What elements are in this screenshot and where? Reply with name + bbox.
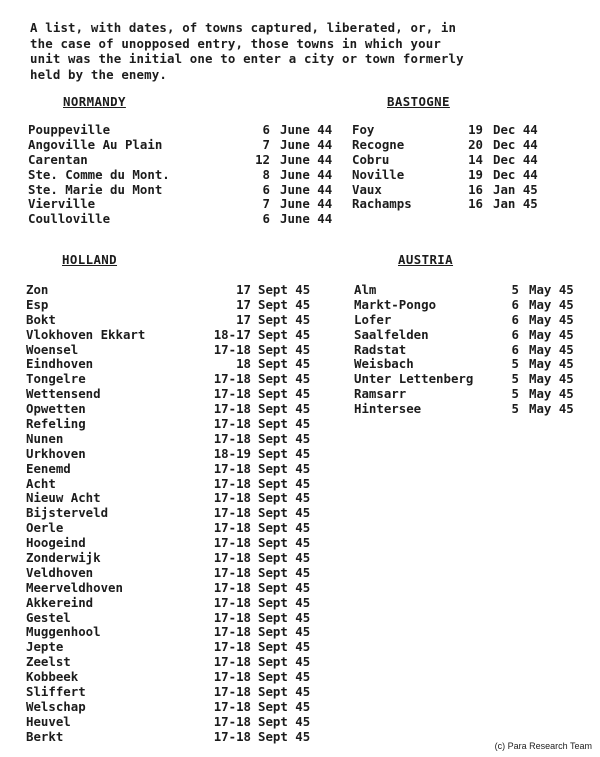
table-row <box>26 580 326 595</box>
copyright-credit: (c) Para Research Team <box>494 741 592 751</box>
table-row <box>354 386 586 401</box>
date-day: 17-18 <box>213 624 251 640</box>
table-row <box>26 505 326 520</box>
town-name: Vlokhoven Ekkart <box>26 326 146 342</box>
town-name: Ste. Comme du Mont. <box>28 166 170 182</box>
date-day: 17-18 <box>213 535 251 551</box>
date-month-year: Dec 44 <box>493 136 538 152</box>
town-name: Cobru <box>352 151 390 167</box>
date-month-year: Sept 45 <box>258 654 311 670</box>
table-row <box>354 312 586 327</box>
table-row <box>26 386 326 401</box>
table-row <box>26 714 326 729</box>
town-name: Weisbach <box>354 356 414 372</box>
table-row <box>26 520 326 535</box>
date-day: 8 <box>262 166 270 182</box>
table-row <box>26 401 326 416</box>
town-name: Foy <box>352 122 375 137</box>
date-day: 17-18 <box>213 669 251 685</box>
town-name: Woensel <box>26 341 79 357</box>
town-name: Eenemd <box>26 460 71 476</box>
date-month-year: Sept 45 <box>258 624 311 640</box>
table-row <box>28 122 333 137</box>
date-month-year: June 44 <box>280 166 333 182</box>
town-name: Radstat <box>354 341 407 357</box>
table-row <box>28 211 333 227</box>
date-day: 17-18 <box>213 505 251 521</box>
town-name: Heuvel <box>26 713 71 729</box>
date-month-year: Jan 45 <box>493 196 538 212</box>
date-month-year: May 45 <box>529 356 574 372</box>
heading-bastogne: BASTOGNE <box>387 94 450 109</box>
table-row <box>28 151 333 167</box>
date-day: 6 <box>511 341 519 357</box>
town-name: Bokt <box>26 311 56 327</box>
table-row <box>26 654 326 669</box>
table-row <box>26 624 326 639</box>
date-day: 5 <box>511 282 519 297</box>
date-day: 5 <box>511 371 519 387</box>
table-row <box>26 490 326 505</box>
town-name: Akkereind <box>26 594 94 610</box>
town-name: Alm <box>354 282 377 297</box>
town-name: Angoville Au Plain <box>28 136 163 152</box>
town-name: Noville <box>352 166 405 182</box>
date-day: 17-18 <box>213 728 251 744</box>
town-name: Zeelst <box>26 654 71 670</box>
table-row <box>26 684 326 699</box>
town-name: Rachamps <box>352 196 412 212</box>
date-day: 17-18 <box>213 564 251 580</box>
town-name: Berkt <box>26 728 64 744</box>
date-month-year: Sept 45 <box>258 460 311 476</box>
table-row <box>26 446 326 461</box>
date-day: 6 <box>262 181 270 197</box>
table-normandy <box>28 122 333 227</box>
town-name: Welschap <box>26 698 86 714</box>
date-month-year: Sept 45 <box>258 684 311 700</box>
town-name: Markt-Pongo <box>354 296 437 312</box>
date-month-year: Dec 44 <box>493 166 538 182</box>
table-bastogne <box>352 122 552 211</box>
town-name: Eindhoven <box>26 356 94 372</box>
table-row <box>352 182 552 197</box>
town-name: Lofer <box>354 311 392 327</box>
table-row <box>28 196 333 212</box>
date-month-year: Sept 45 <box>258 430 311 446</box>
date-day: 12 <box>255 151 270 167</box>
table-row <box>26 669 326 684</box>
town-name: Nunen <box>26 430 64 446</box>
date-day: 17-18 <box>213 430 251 446</box>
town-name: Gestel <box>26 609 71 625</box>
table-row <box>26 312 326 327</box>
date-day: 19 <box>468 122 483 137</box>
table-row <box>354 342 586 357</box>
date-day: 17-18 <box>213 639 251 655</box>
date-month-year: May 45 <box>529 401 574 417</box>
date-day: 17-18 <box>213 579 251 595</box>
date-month-year: Sept 45 <box>258 713 311 729</box>
date-day: 18 <box>236 356 251 372</box>
date-month-year: Sept 45 <box>258 356 311 372</box>
table-row <box>26 371 326 386</box>
date-month-year: Dec 44 <box>493 151 538 167</box>
date-month-year: Sept 45 <box>258 639 311 655</box>
date-day: 17-18 <box>213 713 251 729</box>
table-row <box>26 639 326 654</box>
town-name: Pouppeville <box>28 122 111 137</box>
date-month-year: May 45 <box>529 341 574 357</box>
date-month-year: May 45 <box>529 386 574 402</box>
date-month-year: Sept 45 <box>258 698 311 714</box>
date-month-year: Sept 45 <box>258 535 311 551</box>
date-day: 5 <box>511 356 519 372</box>
table-row <box>26 550 326 565</box>
table-row <box>352 196 552 211</box>
table-row <box>26 327 326 342</box>
date-month-year: June 44 <box>280 151 333 167</box>
town-name: Zonderwijk <box>26 550 101 566</box>
town-name: Vaux <box>352 181 382 197</box>
table-row <box>354 327 586 342</box>
table-row <box>354 282 586 297</box>
town-name: Ramsarr <box>354 386 407 402</box>
town-name: Saalfelden <box>354 326 429 342</box>
date-day: 17 <box>236 311 251 327</box>
date-month-year: May 45 <box>529 282 574 297</box>
table-row <box>352 137 552 152</box>
table-row <box>26 431 326 446</box>
town-name: Vierville <box>28 196 96 212</box>
table-row <box>28 181 333 197</box>
date-month-year: Dec 44 <box>493 122 538 137</box>
town-name: Oerle <box>26 520 64 536</box>
date-month-year: May 45 <box>529 371 574 387</box>
date-day: 17-18 <box>213 371 251 387</box>
date-day: 17-18 <box>213 684 251 700</box>
town-name: Ste. Marie du Mont <box>28 181 163 197</box>
town-name: Nieuw Acht <box>26 490 101 506</box>
date-day: 17-18 <box>213 609 251 625</box>
town-name: Bijsterveld <box>26 505 109 521</box>
date-day: 17-18 <box>213 520 251 536</box>
date-day: 17-18 <box>213 594 251 610</box>
table-row <box>354 371 586 386</box>
table-row <box>26 595 326 610</box>
date-day: 17 <box>236 296 251 312</box>
town-name: Coulloville <box>28 211 111 227</box>
town-name: Unter Lettenberg <box>354 371 474 387</box>
town-name: Meerveldhoven <box>26 579 123 595</box>
table-row <box>354 401 586 416</box>
date-month-year: Sept 45 <box>258 445 311 461</box>
date-month-year: Sept 45 <box>258 490 311 506</box>
town-name: Hoogeind <box>26 535 86 551</box>
table-row <box>352 167 552 182</box>
table-row <box>26 535 326 550</box>
town-name: Sliffert <box>26 684 86 700</box>
date-day: 17-18 <box>213 401 251 417</box>
date-day: 6 <box>511 326 519 342</box>
town-name: Opwetten <box>26 401 86 417</box>
date-day: 19 <box>468 166 483 182</box>
date-month-year: Sept 45 <box>258 475 311 491</box>
date-month-year: Sept 45 <box>258 609 311 625</box>
date-day: 16 <box>468 196 483 212</box>
table-row <box>26 356 326 371</box>
town-name: Jepte <box>26 639 64 655</box>
table-row <box>354 356 586 371</box>
date-day: 17-18 <box>213 460 251 476</box>
date-day: 6 <box>511 311 519 327</box>
table-row <box>28 136 333 152</box>
town-name: Tongelre <box>26 371 86 387</box>
date-month-year: Sept 45 <box>258 282 311 297</box>
date-day: 17-18 <box>213 416 251 432</box>
heading-austria: AUSTRIA <box>398 252 454 267</box>
date-month-year: May 45 <box>529 296 574 312</box>
date-month-year: Sept 45 <box>258 579 311 595</box>
table-row <box>26 729 326 744</box>
date-day: 18-17 <box>213 326 251 342</box>
table-row <box>26 416 326 431</box>
date-day: 17-18 <box>213 654 251 670</box>
table-holland <box>26 282 326 744</box>
date-month-year: May 45 <box>529 326 574 342</box>
town-name: Hintersee <box>354 401 422 417</box>
table-row <box>26 461 326 476</box>
town-name: Esp <box>26 296 49 312</box>
date-day: 6 <box>262 122 270 137</box>
table-row <box>352 152 552 167</box>
date-month-year: Sept 45 <box>258 326 311 342</box>
date-day: 7 <box>262 196 270 212</box>
town-name: Muggenhool <box>26 624 101 640</box>
date-month-year: Sept 45 <box>258 311 311 327</box>
table-row <box>352 122 552 137</box>
table-row <box>26 476 326 491</box>
date-day: 17-18 <box>213 386 251 402</box>
town-name: Recogne <box>352 136 405 152</box>
town-name: Refeling <box>26 416 86 432</box>
date-month-year: June 44 <box>280 136 333 152</box>
date-month-year: Sept 45 <box>258 371 311 387</box>
table-row <box>26 565 326 580</box>
town-name: Veldhoven <box>26 564 94 580</box>
date-month-year: Sept 45 <box>258 296 311 312</box>
table-row <box>26 297 326 312</box>
date-day: 6 <box>511 296 519 312</box>
date-month-year: Sept 45 <box>258 386 311 402</box>
heading-holland: HOLLAND <box>62 252 118 267</box>
date-month-year: Sept 45 <box>258 341 311 357</box>
date-day: 20 <box>468 136 483 152</box>
date-day: 6 <box>262 211 270 227</box>
date-month-year: Sept 45 <box>258 669 311 685</box>
town-name: Carentan <box>28 151 88 167</box>
date-day: 5 <box>511 401 519 417</box>
date-day: 17 <box>236 282 251 297</box>
table-row <box>354 297 586 312</box>
date-month-year: June 44 <box>280 196 333 212</box>
date-month-year: June 44 <box>280 211 333 227</box>
date-day: 17-18 <box>213 550 251 566</box>
intro-paragraph: A list, with dates, of towns captured, liberated, or, in the case of unopposed entry, those towns in which your unit was the initial one to enter a city or town formerly held by the enemy. <box>30 20 464 82</box>
table-row <box>28 166 333 182</box>
date-day: 17-18 <box>213 490 251 506</box>
date-month-year: Sept 45 <box>258 505 311 521</box>
date-day: 17-18 <box>213 475 251 491</box>
date-day: 16 <box>468 181 483 197</box>
table-austria <box>354 282 586 416</box>
date-month-year: Sept 45 <box>258 550 311 566</box>
table-row <box>26 342 326 357</box>
date-day: 14 <box>468 151 483 167</box>
date-day: 17-18 <box>213 698 251 714</box>
date-month-year: Sept 45 <box>258 564 311 580</box>
heading-normandy: NORMANDY <box>63 94 126 109</box>
date-month-year: Sept 45 <box>258 401 311 417</box>
date-month-year: Sept 45 <box>258 416 311 432</box>
town-name: Wettensend <box>26 386 101 402</box>
date-month-year: Jan 45 <box>493 181 538 197</box>
town-name: Urkhoven <box>26 445 86 461</box>
table-row <box>26 282 326 297</box>
date-day: 18-19 <box>213 445 251 461</box>
date-day: 5 <box>511 386 519 402</box>
date-day: 7 <box>262 136 270 152</box>
date-month-year: June 44 <box>280 122 333 137</box>
table-row <box>26 699 326 714</box>
date-day: 17-18 <box>213 341 251 357</box>
date-month-year: Sept 45 <box>258 594 311 610</box>
town-name: Kobbeek <box>26 669 79 685</box>
table-row <box>26 610 326 625</box>
town-name: Zon <box>26 282 49 297</box>
date-month-year: Sept 45 <box>258 728 311 744</box>
date-month-year: Sept 45 <box>258 520 311 536</box>
date-month-year: May 45 <box>529 311 574 327</box>
town-name: Acht <box>26 475 56 491</box>
date-month-year: June 44 <box>280 181 333 197</box>
